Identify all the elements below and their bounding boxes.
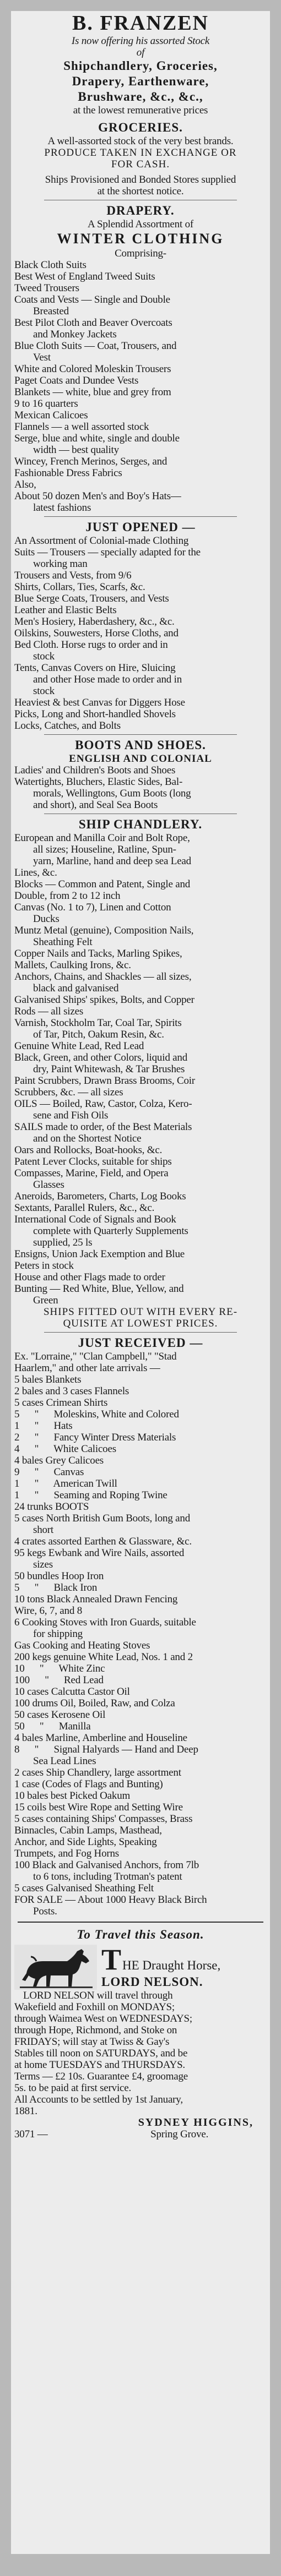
just-opened-item: Picks, Long and Short-handled Shovels <box>14 708 176 720</box>
section-heading-just-opened: JUST OPENED — <box>85 520 196 534</box>
just-received-item: 5 cases North British Gum Boots, long and <box>14 1513 191 1524</box>
drapery-item: Best West of England Tweed Suits <box>14 271 155 282</box>
just-received-item: Binnacles, Cabin Lamps, Masthead, <box>14 1825 162 1836</box>
just-received-item: 2 cases Ship Chandlery, large assortment <box>14 1767 181 1778</box>
drapery-item: Fashionable Dress Fabrics <box>14 467 122 479</box>
section-heading-boots: BOOTS AND SHOES. <box>75 738 206 752</box>
ship-chandlery-item: supplied, 25 ls <box>33 1237 93 1248</box>
just-received-item: 5 cases Galvanised Sheathing Felt <box>14 1882 154 1894</box>
just-received-item: Gas Cooking and Heating Stoves <box>14 1640 150 1651</box>
signature: SYDNEY HIGGINS, <box>138 2117 253 2129</box>
drapery-item: Wincey, French Merinos, Serges, and <box>14 456 167 467</box>
ship-chandlery-item: Black, Green, and other Colors, liquid and <box>14 1052 187 1063</box>
ship-chandlery-item: Ducks <box>33 913 60 925</box>
just-received-item: 10 " White Zinc <box>14 1663 105 1674</box>
just-received-item: 50 " Manilla <box>14 1721 91 1732</box>
travel-detail-line: through Waimea West on WEDNESDAYS; <box>14 2013 192 2024</box>
groceries-line: FOR CASH. <box>111 159 170 170</box>
travel-heading: To Travel this Season. <box>77 1928 204 1941</box>
ship-chandlery-item: Rods — all sizes <box>14 1006 84 1017</box>
horse-name: LORD NELSON. <box>101 1975 203 1989</box>
travel-detail-line: Wakefield and Foxhill on MONDAYS; <box>14 2001 175 2013</box>
just-received-item: for shipping <box>33 1628 83 1640</box>
ship-chandlery-item: Aneroids, Barometers, Charts, Log Books <box>14 1191 186 1202</box>
ship-chandlery-item: Bunting — Red White, Blue, Yellow, and <box>14 1283 184 1295</box>
ship-chandlery-item: Sextants, Parallel Rulers, &c., &c. <box>14 1202 155 1214</box>
just-received-item: 1 case (Codes of Flags and Bunting) <box>14 1778 163 1790</box>
just-received-item: 100 drums Oil, Boiled, Raw, and Colza <box>14 1698 175 1709</box>
just-received-item: 10 bales best Picked Oakum <box>14 1790 131 1802</box>
just-opened-item: and other Hose made to order and in <box>33 674 182 685</box>
just-received-item: 5 " Black Iron <box>14 1582 98 1593</box>
just-received-item: 9 " Canvas <box>14 1466 84 1478</box>
ship-chandlery-item: Varnish, Stockholm Tar, Coal Tar, Spirits <box>14 1017 182 1029</box>
just-opened-item: Locks, Catches, and Bolts <box>14 720 121 732</box>
travel-detail-line: 5s. to be paid at first service. <box>14 2082 132 2094</box>
drapery-item: White and Colored Moleskin Trousers <box>14 363 171 375</box>
ship-chandlery-item: Compasses, Marine, Field, and Opera <box>14 1167 169 1179</box>
just-opened-item: Blue Serge Coats, Trousers, and Vests <box>14 593 169 604</box>
ship-chandlery-item: all sizes; Houseline, Ratline, Spun- <box>33 844 176 855</box>
just-received-item: 1 " Seaming and Roping Twine <box>14 1489 167 1501</box>
advertisement-divider <box>18 1922 263 1923</box>
horse-advert-header <box>11 1942 270 1990</box>
drapery-item: Black Cloth Suits <box>14 259 87 271</box>
boots-list <box>11 765 270 811</box>
drapery-item: Mexican Calicoes <box>14 410 88 421</box>
ship-chandlery-item: and on the Shortest Notice <box>33 1133 142 1144</box>
just-opened-item: Bed Cloth. Horse rugs to order and in <box>14 639 168 651</box>
just-received-item: 2 bales and 3 cases Flannels <box>14 1385 129 1397</box>
ships-fitted-line: QUISITE AT LOWEST PRICES. <box>63 1318 218 1329</box>
for-sale-line: FOR SALE — About 1000 Heavy Black Birch <box>14 1894 207 1906</box>
ship-chandlery-item: Muntz Metal (genuine), Composition Nails, <box>14 925 194 936</box>
drapery-intro: A Splendid Assortment of <box>87 219 194 230</box>
ship-chandlery-item: Canvas (No. 1 to 7), Linen and Cotton <box>14 902 171 913</box>
boots-item: Watertights, Bluchers, Elastic Sides, Bal- <box>14 776 183 788</box>
just-received-item: 4 crates assorted Earthen & Glassware, &c. <box>14 1536 192 1547</box>
ship-chandlery-item: yarn, Marline, hand and deep sea Lead <box>33 855 191 867</box>
just-received-item: short <box>33 1524 54 1536</box>
drapery-item: latest fashions <box>33 502 91 514</box>
just-opened-item: Heaviest & best Canvas for Diggers Hose <box>14 697 185 708</box>
drapery-item: Coats and Vests — Single and Double <box>14 294 170 305</box>
just-received-item: 50 bundles Hoop Iron <box>14 1570 104 1582</box>
just-received-list <box>11 1351 270 1894</box>
section-heading-just-received: JUST RECEIVED — <box>78 1336 203 1350</box>
just-received-item: 200 kegs genuine White Lead, Nos. 1 and 2 <box>14 1651 193 1663</box>
ship-chandlery-item: black and galvanised <box>33 983 119 994</box>
drapery-item: Vest <box>33 352 51 363</box>
just-received-item: 2 " Fancy Winter Dress Materials <box>14 1432 176 1443</box>
ship-chandlery-item: Ensigns, Union Jack Exemption and Blue <box>14 1248 185 1260</box>
travel-detail-line: at home TUESDAYS and THURSDAYS. <box>14 2059 185 2071</box>
ships-fitted-line: SHIPS FITTED OUT WITH EVERY RE- <box>43 1306 238 1318</box>
just-received-item: 100 " Red Lead <box>14 1674 104 1686</box>
just-opened-list <box>11 535 270 732</box>
just-received-item: 5 cases containing Ships' Compasses, Brass <box>14 1813 193 1825</box>
just-received-item: 5 bales Blankets <box>14 1374 82 1385</box>
drapery-item: Tweed Trousers <box>14 282 79 294</box>
drapery-item: and Monkey Jackets <box>33 329 117 340</box>
travel-detail-line: through Hope, Richmond, and Stoke on <box>14 2024 177 2036</box>
groceries-line: PRODUCE TAKEN IN EXCHANGE OR <box>44 147 237 159</box>
travel-detail-line: Terms — £2 10s. Guarantee £4, groomage <box>14 2071 188 2082</box>
just-received-item: 95 kegs Ewbank and Wire Nails, assorted <box>14 1547 185 1559</box>
advertiser-name: B. FRANZEN <box>72 12 209 35</box>
just-received-item: 15 coils best Wire Rope and Setting Wire <box>14 1802 183 1813</box>
just-received-item: Anchor, and Side Lights, Speaking <box>14 1836 157 1848</box>
boots-item: and short), and Seal Sea Boots <box>33 799 158 811</box>
ship-chandlery-item: Patent Lever Clocks, suitable for ships <box>14 1156 172 1167</box>
boots-item: morals, Wellingtons, Gum Boots (long <box>33 788 191 799</box>
drapery-item: Also, <box>14 479 36 490</box>
header-line: at the lowest remunerative prices <box>73 105 208 116</box>
just-received-item: 10 tons Black Annealed Drawn Fencing <box>14 1593 178 1605</box>
for-sale-line: Posts. <box>33 1906 57 1917</box>
ship-chandlery-item: Blocks — Common and Patent, Single and <box>14 878 191 890</box>
horse-title: THE Draught Horse, <box>101 1943 221 1976</box>
boots-subheading: ENGLISH AND COLONIAL <box>69 753 212 765</box>
drapery-item: Paget Coats and Dundee Vests <box>14 375 139 386</box>
ship-chandlery-item: sene and Fish Oils <box>33 1110 109 1121</box>
just-opened-item: working man <box>33 558 88 570</box>
newspaper-advertisement-column <box>11 11 270 2554</box>
drapery-item: Best Pilot Cloth and Beaver Overcoats <box>14 317 172 329</box>
footer-line: 3071 — Spring Grove. <box>14 2129 209 2140</box>
just-received-item: 4 bales Marline, Amberline and Houseline <box>14 1732 187 1744</box>
just-opened-item: An Assortment of Colonial-made Clothing <box>14 535 189 547</box>
ship-chandlery-item: Glasses <box>33 1179 64 1191</box>
drapery-list <box>11 259 270 514</box>
just-received-item: to 6 tons, including Trotman's patent <box>33 1871 182 1882</box>
travel-details-list <box>11 1990 270 2117</box>
drapery-item: width — best quality <box>33 444 119 456</box>
ship-chandlery-item: Galvanised Ships' spikes, Bolts, and Copper <box>14 994 194 1006</box>
ship-chandlery-item: complete with Quarterly Supplements <box>33 1225 188 1237</box>
ship-chandlery-item: Genuine White Lead, Red Lead <box>14 1040 144 1052</box>
section-divider <box>44 1332 237 1333</box>
ship-chandlery-item: of Tar, Pitch, Oakum Resin, &c. <box>33 1029 164 1040</box>
ship-chandlery-item: Sheathing Felt <box>33 936 93 948</box>
just-opened-item: Oilskins, Souwesters, Horse Cloths, and <box>14 627 179 639</box>
just-received-item: Ex. "Lorraine," "Clan Campbell," "Stad <box>14 1351 177 1362</box>
ship-chandlery-item: House and other Flags made to order <box>14 1271 165 1283</box>
header-line: Drapery, Earthenware, <box>72 74 209 88</box>
drapery-subheading: WINTER CLOTHING <box>57 231 224 247</box>
ship-chandlery-item: Green <box>33 1295 58 1306</box>
drapery-item: 9 to 16 quarters <box>14 398 78 410</box>
ship-chandlery-item: OILS — Boiled, Raw, Castor, Colza, Kero- <box>14 1098 192 1110</box>
drapery-item: Flannels — a well assorted stock <box>14 421 149 433</box>
ship-chandlery-item: European and Manilla Coir and Bolt Rope, <box>14 832 190 844</box>
ship-chandlery-item: International Code of Signals and Book <box>14 1214 176 1225</box>
drapery-intro: Comprising- <box>115 248 166 259</box>
ship-chandlery-item: Lines, &c. <box>14 867 57 878</box>
header-line: Brushware, &c., &c., <box>78 90 203 103</box>
just-opened-item: stock <box>33 651 55 662</box>
just-received-item: 24 trunks BOOTS <box>14 1501 89 1513</box>
just-received-item: 4 bales Grey Calicoes <box>14 1455 104 1466</box>
ship-chandlery-item: Copper Nails and Tacks, Marling Spikes, <box>14 948 182 959</box>
just-received-item: Trumpets, and Fog Horns <box>14 1848 119 1859</box>
ship-chandlery-item: SAILS made to order, of the Best Materials <box>14 1121 192 1133</box>
header-line: Shipchandlery, Groceries, <box>63 59 218 73</box>
drapery-item: Blue Cloth Suits — Coat, Trousers, and <box>14 340 177 352</box>
just-received-item: 1 " American Twill <box>14 1478 117 1489</box>
drapery-item: Blankets — white, blue and grey from <box>14 386 171 398</box>
just-opened-item: Trousers and Vests, from 9/6 <box>14 570 132 581</box>
groceries-line: at the shortest notice. <box>97 185 184 197</box>
just-received-item: Wire, 6, 7, and 8 <box>14 1605 82 1617</box>
boots-item: Ladies' and Children's Boots and Shoes <box>14 765 176 776</box>
ship-chandlery-item: dry, Paint Whitewash, & Tar Brushes <box>33 1063 185 1075</box>
groceries-line: A well-assorted stock of the very best brands. <box>47 135 234 147</box>
just-received-item: 50 cases Kerosene Oil <box>14 1709 106 1721</box>
just-opened-item: Suits — Trousers — specially adapted for the <box>14 547 201 558</box>
section-heading-drapery: DRAPERY. <box>106 204 175 217</box>
drapery-item: Serge, blue and white, single and double <box>14 433 180 444</box>
just-received-item: 8 " Signal Halyards — Hand and Deep <box>14 1744 198 1755</box>
ship-chandlery-item: Mallets, Caulking Irons, &c. <box>14 959 131 971</box>
groceries-line: Ships Provisioned and Bonded Stores supplied <box>45 174 236 185</box>
just-received-item: 4 " White Calicoes <box>14 1443 116 1455</box>
travel-detail-line: 1881. <box>14 2105 37 2117</box>
drop-cap: T <box>101 1943 123 1976</box>
travel-detail-line: FRIDAYS; will stay at Twiss & Gay's <box>14 2036 170 2048</box>
just-received-item: 1 " Hats <box>14 1420 73 1432</box>
just-received-item: sizes <box>33 1559 53 1570</box>
ship-chandlery-list <box>11 832 270 1306</box>
just-opened-item: Leather and Elastic Belts <box>14 604 117 616</box>
just-received-item: 5 " Moleskins, White and Colored <box>14 1409 179 1420</box>
just-received-item: 5 cases Crimean Shirts <box>14 1397 108 1409</box>
ship-chandlery-item: Anchors, Chains, and Shackles — all sizes, <box>14 971 192 983</box>
just-received-item: Haarlem," and other late arrivals — <box>14 1362 160 1374</box>
just-received-item: Sea Lead Lines <box>33 1755 96 1767</box>
ship-chandlery-item: Double, from 2 to 12 inch <box>14 890 121 902</box>
section-divider <box>44 516 237 517</box>
ship-chandlery-item: Paint Scrubbers, Drawn Brass Brooms, Coir <box>14 1075 195 1087</box>
drapery-item: Breasted <box>33 305 69 317</box>
just-received-item: 100 Black and Galvanised Anchors, from 7lb <box>14 1859 199 1871</box>
just-opened-item: stock <box>33 685 55 697</box>
just-opened-item: Men's Hosiery, Haberdashery, &c., &c. <box>14 616 175 627</box>
just-opened-item: Tents, Canvas Covers on Hire, Sluicing <box>14 662 176 674</box>
section-heading-ship-chandlery: SHIP CHANDLERY. <box>78 817 203 831</box>
travel-detail-line: LORD NELSON will travel through <box>23 1990 173 2001</box>
section-divider <box>44 734 237 735</box>
just-received-item: 6 Cooking Stoves with Iron Guards, suitable <box>14 1617 196 1628</box>
header-line: Is now offering his assorted Stock <box>71 35 210 47</box>
ship-chandlery-item: Peters in stock <box>14 1260 74 1271</box>
travel-detail-line: All Accounts to be settled by 1st January, <box>14 2094 183 2105</box>
drapery-item: About 50 dozen Men's and Boy's Hats— <box>14 490 181 502</box>
ship-chandlery-item: Oars and Rollocks, Boat-hooks, &c. <box>14 1144 163 1156</box>
travel-detail-line: Stables till noon on SATURDAYS, and be <box>14 2048 188 2059</box>
ship-chandlery-item: Scrubbers, &c. — all sizes <box>14 1087 123 1098</box>
header-line: of <box>136 47 145 58</box>
just-opened-item: Shirts, Collars, Ties, Scarfs, &c. <box>14 581 145 593</box>
draught-horse-illustration <box>14 1945 97 1990</box>
just-received-item: 10 cases Calcutta Castor Oil <box>14 1686 130 1698</box>
section-heading-groceries: GROCERIES. <box>98 121 183 134</box>
